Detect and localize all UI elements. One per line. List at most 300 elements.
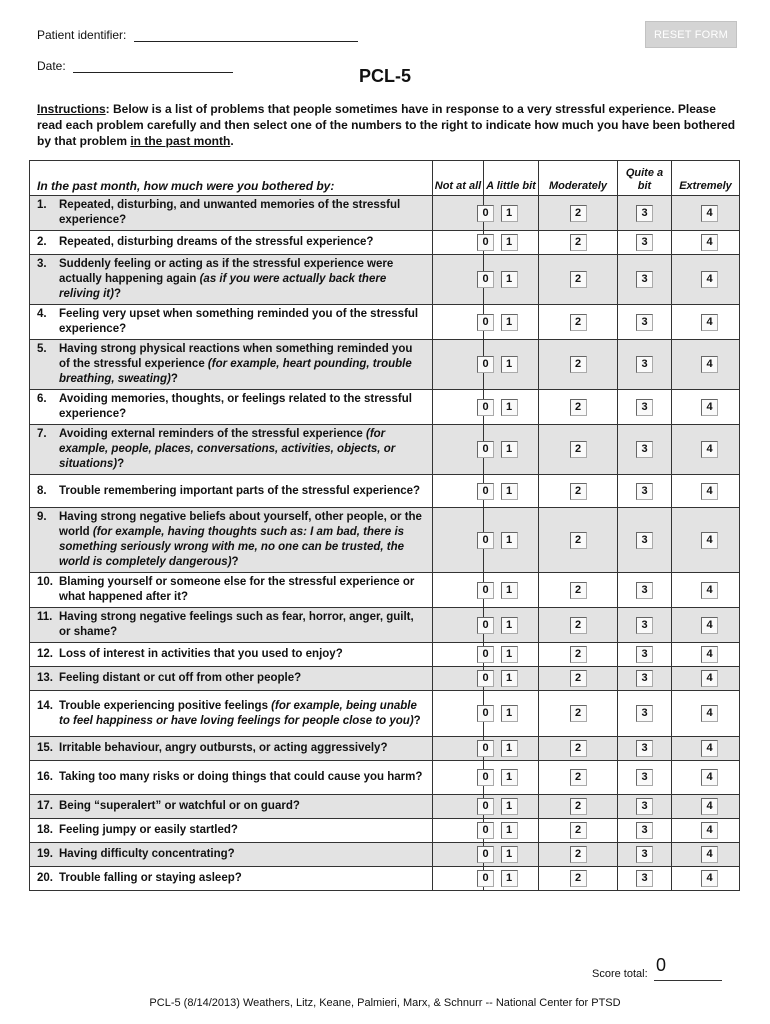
question-number: 17. bbox=[37, 800, 53, 812]
option-cell-extremely bbox=[672, 667, 740, 691]
option-box-not-at-all[interactable]: 0 bbox=[477, 314, 494, 331]
option-box-not-at-all[interactable]: 0 bbox=[477, 234, 494, 251]
option-cell-quite-a-bit bbox=[618, 761, 672, 795]
question-number: 10. bbox=[37, 576, 53, 588]
option-cell-extremely bbox=[672, 737, 740, 761]
option-box-extremely[interactable]: 4 bbox=[701, 870, 718, 887]
instructions-body: : Below is a list of problems that people sometimes have in response to a very stressful experience. Please read each problem carefully and then select one of the numbers to the right to indicate how much you have been bothered by that problem bbox=[37, 102, 736, 148]
option-box-moderately[interactable]: 2 bbox=[570, 769, 587, 786]
option-cell-extremely bbox=[672, 255, 740, 305]
option-cell-not-at-all bbox=[433, 255, 489, 305]
question-cell bbox=[30, 340, 433, 390]
table-row bbox=[30, 390, 740, 425]
option-box-a-little-bit[interactable]: 1 bbox=[501, 740, 518, 757]
option-box-quite-a-bit[interactable]: 3 bbox=[636, 205, 653, 222]
question-text bbox=[59, 699, 426, 729]
date-label: Date: bbox=[37, 59, 66, 73]
option-cell-not-at-all bbox=[433, 475, 489, 508]
option-box-quite-a-bit[interactable]: 3 bbox=[636, 399, 653, 416]
option-box-extremely[interactable]: 4 bbox=[701, 646, 718, 663]
option-box-extremely[interactable]: 4 bbox=[701, 234, 718, 251]
option-cell-moderately bbox=[539, 667, 618, 691]
table-row bbox=[30, 691, 740, 737]
option-box-not-at-all[interactable]: 0 bbox=[477, 399, 494, 416]
table-row bbox=[30, 667, 740, 691]
question-number: 3. bbox=[37, 258, 47, 270]
question-text bbox=[59, 198, 426, 228]
question-cell bbox=[30, 643, 433, 667]
option-cell-extremely bbox=[672, 475, 740, 508]
question-text bbox=[59, 510, 426, 570]
question-end-text: ? bbox=[170, 373, 178, 385]
option-cell-moderately bbox=[539, 643, 618, 667]
option-box-not-at-all[interactable]: 0 bbox=[477, 870, 494, 887]
option-cell-not-at-all bbox=[433, 737, 489, 761]
option-box-moderately[interactable]: 2 bbox=[570, 532, 587, 549]
question-example-text: (for example, people, places, conversations, activities, objects, or situations) bbox=[59, 428, 396, 470]
option-box-extremely[interactable]: 4 bbox=[701, 798, 718, 815]
option-box-quite-a-bit[interactable]: 3 bbox=[636, 740, 653, 757]
question-text bbox=[59, 847, 426, 862]
option-box-not-at-all[interactable]: 0 bbox=[477, 582, 494, 599]
option-cell-extremely bbox=[672, 340, 740, 390]
question-text bbox=[59, 575, 426, 605]
question-text bbox=[59, 871, 426, 886]
option-box-quite-a-bit[interactable]: 3 bbox=[636, 822, 653, 839]
question-cell bbox=[30, 475, 433, 508]
option-box-moderately[interactable]: 2 bbox=[570, 314, 587, 331]
option-box-a-little-bit[interactable]: 1 bbox=[501, 670, 518, 687]
option-box-a-little-bit[interactable]: 1 bbox=[501, 271, 518, 288]
question-number: 4. bbox=[37, 308, 47, 320]
question-main-text: Being “superalert” or watchful or on guard? bbox=[59, 800, 300, 812]
question-cell bbox=[30, 608, 433, 643]
question-cell bbox=[30, 305, 433, 340]
score-total-value: 0 bbox=[656, 955, 667, 975]
question-text bbox=[59, 235, 426, 250]
question-main-text: Feeling jumpy or easily startled? bbox=[59, 824, 238, 836]
question-number: 20. bbox=[37, 872, 53, 884]
option-box-a-little-bit[interactable]: 1 bbox=[501, 822, 518, 839]
table-row bbox=[30, 231, 740, 255]
option-box-moderately[interactable]: 2 bbox=[570, 205, 587, 222]
table-row bbox=[30, 761, 740, 795]
question-cell bbox=[30, 425, 433, 475]
question-number: 14. bbox=[37, 699, 53, 712]
option-box-quite-a-bit[interactable]: 3 bbox=[636, 646, 653, 663]
question-end-text: ? bbox=[117, 458, 125, 470]
option-cell-quite-a-bit bbox=[618, 508, 672, 573]
option-box-extremely[interactable]: 4 bbox=[701, 205, 718, 222]
option-cell-quite-a-bit bbox=[618, 425, 672, 475]
option-box-not-at-all[interactable]: 0 bbox=[477, 271, 494, 288]
option-box-quite-a-bit[interactable]: 3 bbox=[636, 532, 653, 549]
table-row bbox=[30, 643, 740, 667]
option-box-moderately[interactable]: 2 bbox=[570, 740, 587, 757]
question-cell bbox=[30, 867, 433, 891]
option-box-not-at-all[interactable]: 0 bbox=[477, 441, 494, 458]
option-box-extremely[interactable]: 4 bbox=[701, 399, 718, 416]
option-box-moderately[interactable]: 2 bbox=[570, 234, 587, 251]
option-cell-moderately bbox=[539, 196, 618, 231]
option-box-quite-a-bit[interactable]: 3 bbox=[636, 356, 653, 373]
table-row bbox=[30, 196, 740, 231]
option-cell-moderately bbox=[539, 573, 618, 608]
question-main-text: Trouble remembering important parts of the stressful experience? bbox=[59, 484, 421, 497]
option-box-extremely[interactable]: 4 bbox=[701, 740, 718, 757]
option-box-a-little-bit[interactable]: 1 bbox=[501, 532, 518, 549]
score-total-label: Score total: bbox=[592, 968, 648, 980]
option-box-a-little-bit[interactable]: 1 bbox=[501, 646, 518, 663]
option-cell-quite-a-bit bbox=[618, 608, 672, 643]
question-column-header: In the past month, how much were you bothered by: bbox=[30, 161, 433, 196]
option-box-not-at-all[interactable]: 0 bbox=[477, 356, 494, 373]
option-box-extremely[interactable]: 4 bbox=[701, 705, 718, 722]
option-box-quite-a-bit[interactable]: 3 bbox=[636, 870, 653, 887]
option-cell-quite-a-bit bbox=[618, 795, 672, 819]
table-row bbox=[30, 475, 740, 508]
column-header-moderately: Moderately bbox=[539, 161, 618, 196]
question-example-text: (for example, heart pounding, trouble breathing, sweating) bbox=[59, 358, 412, 385]
option-box-not-at-all[interactable]: 0 bbox=[477, 532, 494, 549]
question-cell bbox=[30, 795, 433, 819]
option-box-extremely[interactable]: 4 bbox=[701, 483, 718, 500]
option-cell-not-at-all bbox=[433, 795, 489, 819]
option-box-moderately[interactable]: 2 bbox=[570, 399, 587, 416]
question-cell bbox=[30, 691, 433, 737]
option-box-extremely[interactable]: 4 bbox=[701, 822, 718, 839]
question-cell bbox=[30, 390, 433, 425]
option-cell-moderately bbox=[539, 691, 618, 737]
option-box-quite-a-bit[interactable]: 3 bbox=[636, 271, 653, 288]
option-cell-quite-a-bit bbox=[618, 737, 672, 761]
table-row bbox=[30, 340, 740, 390]
question-number: 2. bbox=[37, 236, 47, 248]
table-row bbox=[30, 255, 740, 305]
question-number: 6. bbox=[37, 393, 47, 405]
question-end-text: ? bbox=[113, 288, 121, 300]
option-box-moderately[interactable]: 2 bbox=[570, 582, 587, 599]
option-cell-quite-a-bit bbox=[618, 340, 672, 390]
option-cell-not-at-all bbox=[433, 667, 489, 691]
question-cell bbox=[30, 819, 433, 843]
option-box-not-at-all[interactable]: 0 bbox=[477, 769, 494, 786]
table-header-row bbox=[30, 161, 740, 196]
footer-citation: PCL-5 (8/14/2013) Weathers, Litz, Keane, Palmieri, Marx, & Schnurr -- National Center for PTSD bbox=[149, 997, 621, 1009]
question-number: 16. bbox=[37, 771, 53, 783]
question-number: 9. bbox=[37, 511, 47, 523]
question-text bbox=[59, 610, 426, 640]
column-header-quite-a-bit: Quite a bit bbox=[618, 161, 672, 196]
question-cell bbox=[30, 843, 433, 867]
option-box-quite-a-bit[interactable]: 3 bbox=[636, 798, 653, 815]
question-text bbox=[59, 823, 426, 838]
option-box-extremely[interactable]: 4 bbox=[701, 532, 718, 549]
option-cell-moderately bbox=[539, 305, 618, 340]
instructions-text bbox=[37, 101, 737, 149]
question-number: 18. bbox=[37, 824, 53, 836]
table-row bbox=[30, 608, 740, 643]
option-box-moderately[interactable]: 2 bbox=[570, 483, 587, 500]
option-cell-moderately bbox=[539, 508, 618, 573]
question-number: 15. bbox=[37, 742, 53, 754]
option-cell-moderately bbox=[539, 340, 618, 390]
option-cell-quite-a-bit bbox=[618, 255, 672, 305]
option-box-quite-a-bit[interactable]: 3 bbox=[636, 441, 653, 458]
question-cell bbox=[30, 255, 433, 305]
option-cell-quite-a-bit bbox=[618, 667, 672, 691]
option-box-moderately[interactable]: 2 bbox=[570, 617, 587, 634]
table-row bbox=[30, 425, 740, 475]
option-box-moderately[interactable]: 2 bbox=[570, 846, 587, 863]
column-header-a-little-bit: A little bit bbox=[484, 161, 539, 196]
option-box-a-little-bit[interactable]: 1 bbox=[501, 205, 518, 222]
option-box-moderately[interactable]: 2 bbox=[570, 798, 587, 815]
option-cell-extremely bbox=[672, 196, 740, 231]
option-cell-extremely bbox=[672, 390, 740, 425]
question-main-text: Repeated, disturbing dreams of the stressful experience? bbox=[59, 236, 374, 248]
patient-identifier-input[interactable] bbox=[134, 30, 358, 42]
table-row bbox=[30, 867, 740, 891]
option-box-a-little-bit[interactable]: 1 bbox=[501, 314, 518, 331]
option-box-moderately[interactable]: 2 bbox=[570, 705, 587, 722]
reset-form-button[interactable]: RESET FORM bbox=[645, 21, 737, 48]
option-box-moderately[interactable]: 2 bbox=[570, 441, 587, 458]
option-box-quite-a-bit[interactable]: 3 bbox=[636, 617, 653, 634]
table-row bbox=[30, 737, 740, 761]
option-cell-not-at-all bbox=[433, 305, 489, 340]
question-main-text: Feeling very upset when something reminded you of the stressful experience? bbox=[59, 308, 419, 335]
option-box-moderately[interactable]: 2 bbox=[570, 271, 587, 288]
option-box-not-at-all[interactable]: 0 bbox=[477, 846, 494, 863]
option-cell-moderately bbox=[539, 867, 618, 891]
question-text bbox=[59, 392, 426, 422]
option-cell-not-at-all bbox=[433, 761, 489, 795]
option-cell-moderately bbox=[539, 255, 618, 305]
question-example-text: (as if you were actually back there reliving it) bbox=[59, 273, 387, 300]
option-cell-quite-a-bit bbox=[618, 231, 672, 255]
option-cell-moderately bbox=[539, 843, 618, 867]
option-box-extremely[interactable]: 4 bbox=[701, 617, 718, 634]
instructions-lead: Instructions bbox=[37, 102, 106, 116]
option-box-not-at-all[interactable]: 0 bbox=[477, 617, 494, 634]
option-box-moderately[interactable]: 2 bbox=[570, 822, 587, 839]
question-main-text: Loss of interest in activities that you used to enjoy? bbox=[59, 648, 343, 660]
option-cell-moderately bbox=[539, 819, 618, 843]
option-cell-extremely bbox=[672, 425, 740, 475]
option-box-extremely[interactable]: 4 bbox=[701, 356, 718, 373]
option-box-a-little-bit[interactable]: 1 bbox=[501, 441, 518, 458]
option-box-not-at-all[interactable]: 0 bbox=[477, 798, 494, 815]
option-cell-moderately bbox=[539, 608, 618, 643]
option-cell-quite-a-bit bbox=[618, 196, 672, 231]
option-box-quite-a-bit[interactable]: 3 bbox=[636, 670, 653, 687]
option-cell-quite-a-bit bbox=[618, 305, 672, 340]
option-box-extremely[interactable]: 4 bbox=[701, 670, 718, 687]
option-cell-extremely bbox=[672, 608, 740, 643]
option-box-quite-a-bit[interactable]: 3 bbox=[636, 234, 653, 251]
question-end-text: ? bbox=[231, 556, 239, 568]
question-main-text: Blaming yourself or someone else for the stressful experience or what happened after it? bbox=[59, 576, 415, 603]
option-cell-extremely bbox=[672, 508, 740, 573]
question-number: 1. bbox=[37, 199, 47, 211]
option-cell-quite-a-bit bbox=[618, 475, 672, 508]
option-cell-not-at-all bbox=[433, 231, 489, 255]
option-box-not-at-all[interactable]: 0 bbox=[477, 483, 494, 500]
option-cell-extremely bbox=[672, 795, 740, 819]
option-cell-extremely bbox=[672, 761, 740, 795]
question-main-text: Taking too many risks or doing things that could cause you harm? bbox=[59, 771, 423, 783]
option-cell-moderately bbox=[539, 390, 618, 425]
question-number: 19. bbox=[37, 848, 53, 860]
option-box-a-little-bit[interactable]: 1 bbox=[501, 356, 518, 373]
option-cell-not-at-all bbox=[433, 425, 489, 475]
option-box-a-little-bit[interactable]: 1 bbox=[501, 846, 518, 863]
option-box-extremely[interactable]: 4 bbox=[701, 271, 718, 288]
question-main-text: Avoiding external reminders of the stressful experience bbox=[59, 428, 366, 440]
option-cell-not-at-all bbox=[433, 573, 489, 608]
option-box-quite-a-bit[interactable]: 3 bbox=[636, 582, 653, 599]
question-main-text: Irritable behaviour, angry outbursts, or acting aggressively? bbox=[59, 742, 388, 754]
option-box-extremely[interactable]: 4 bbox=[701, 582, 718, 599]
option-cell-quite-a-bit bbox=[618, 843, 672, 867]
question-main-text: Repeated, disturbing, and unwanted memories of the stressful experience? bbox=[59, 199, 401, 226]
option-box-quite-a-bit[interactable]: 3 bbox=[636, 705, 653, 722]
option-cell-not-at-all bbox=[433, 508, 489, 573]
question-main-text: Trouble experiencing positive feelings bbox=[59, 699, 272, 712]
option-box-a-little-bit[interactable]: 1 bbox=[501, 870, 518, 887]
option-cell-not-at-all bbox=[433, 196, 489, 231]
question-main-text: Having strong physical reactions when something reminded you of the stressful experience bbox=[59, 343, 413, 370]
question-number: 11. bbox=[37, 611, 53, 623]
option-box-a-little-bit[interactable]: 1 bbox=[501, 234, 518, 251]
question-text bbox=[59, 671, 426, 686]
option-box-a-little-bit[interactable]: 1 bbox=[501, 798, 518, 815]
question-number: 7. bbox=[37, 428, 47, 440]
score-total-line bbox=[654, 980, 722, 981]
option-cell-extremely bbox=[672, 843, 740, 867]
option-box-not-at-all[interactable]: 0 bbox=[477, 705, 494, 722]
option-cell-moderately bbox=[539, 475, 618, 508]
question-main-text: Trouble falling or staying asleep? bbox=[59, 872, 242, 884]
question-text bbox=[59, 307, 426, 337]
question-cell bbox=[30, 508, 433, 573]
question-text bbox=[59, 427, 426, 472]
option-cell-not-at-all bbox=[433, 819, 489, 843]
option-cell-not-at-all bbox=[433, 643, 489, 667]
option-cell-not-at-all bbox=[433, 340, 489, 390]
question-text bbox=[59, 799, 426, 814]
option-cell-extremely bbox=[672, 867, 740, 891]
form-title: PCL-5 bbox=[358, 66, 411, 86]
table-row bbox=[30, 843, 740, 867]
option-box-extremely[interactable]: 4 bbox=[701, 441, 718, 458]
question-example-text: (for example, being unable to feel happiness or have loving feelings for people close to you) bbox=[59, 699, 417, 727]
option-cell-moderately bbox=[539, 231, 618, 255]
option-cell-quite-a-bit bbox=[618, 691, 672, 737]
option-box-a-little-bit[interactable]: 1 bbox=[501, 705, 518, 722]
option-cell-quite-a-bit bbox=[618, 390, 672, 425]
question-main-text: Having strong negative feelings such as fear, horror, anger, guilt, or shame? bbox=[59, 611, 414, 638]
option-box-quite-a-bit[interactable]: 3 bbox=[636, 769, 653, 786]
option-cell-extremely bbox=[672, 819, 740, 843]
pcl-table bbox=[29, 160, 740, 891]
option-box-moderately[interactable]: 2 bbox=[570, 670, 587, 687]
option-cell-quite-a-bit bbox=[618, 819, 672, 843]
option-box-extremely[interactable]: 4 bbox=[701, 314, 718, 331]
option-box-quite-a-bit[interactable]: 3 bbox=[636, 483, 653, 500]
column-header-extremely: Extremely bbox=[672, 161, 740, 196]
option-cell-not-at-all bbox=[433, 608, 489, 643]
option-cell-moderately bbox=[539, 795, 618, 819]
option-box-quite-a-bit[interactable]: 3 bbox=[636, 846, 653, 863]
option-box-not-at-all[interactable]: 0 bbox=[477, 822, 494, 839]
question-number: 5. bbox=[37, 343, 47, 355]
option-box-a-little-bit[interactable]: 1 bbox=[501, 582, 518, 599]
option-box-a-little-bit[interactable]: 1 bbox=[501, 769, 518, 786]
patient-identifier-field bbox=[37, 28, 358, 42]
table-row bbox=[30, 819, 740, 843]
option-cell-extremely bbox=[672, 573, 740, 608]
option-cell-extremely bbox=[672, 305, 740, 340]
option-box-moderately[interactable]: 2 bbox=[570, 646, 587, 663]
question-text bbox=[59, 741, 426, 756]
option-box-extremely[interactable]: 4 bbox=[701, 769, 718, 786]
table-row bbox=[30, 573, 740, 608]
option-box-not-at-all[interactable]: 0 bbox=[477, 646, 494, 663]
option-cell-not-at-all bbox=[433, 843, 489, 867]
question-end-text: ? bbox=[413, 714, 421, 727]
option-box-extremely[interactable]: 4 bbox=[701, 846, 718, 863]
question-text bbox=[59, 342, 426, 387]
question-cell bbox=[30, 573, 433, 608]
table-row bbox=[30, 795, 740, 819]
option-box-a-little-bit[interactable]: 1 bbox=[501, 617, 518, 634]
question-main-text: Suddenly feeling or acting as if the stressful experience were actually happening again bbox=[59, 258, 394, 285]
option-box-quite-a-bit[interactable]: 3 bbox=[636, 314, 653, 331]
question-main-text: Having strong negative beliefs about yourself, other people, or the world bbox=[59, 511, 422, 538]
table-row bbox=[30, 305, 740, 340]
option-box-a-little-bit[interactable]: 1 bbox=[501, 399, 518, 416]
option-box-moderately[interactable]: 2 bbox=[570, 870, 587, 887]
option-cell-not-at-all bbox=[433, 867, 489, 891]
option-cell-quite-a-bit bbox=[618, 573, 672, 608]
question-number: 8. bbox=[37, 484, 47, 497]
option-cell-extremely bbox=[672, 231, 740, 255]
question-main-text: Having difficulty concentrating? bbox=[59, 848, 235, 860]
question-main-text: Avoiding memories, thoughts, or feelings related to the stressful experience? bbox=[59, 393, 412, 420]
question-cell bbox=[30, 231, 433, 255]
option-cell-extremely bbox=[672, 643, 740, 667]
table-row bbox=[30, 508, 740, 573]
patient-identifier-label: Patient identifier: bbox=[37, 28, 127, 42]
question-cell bbox=[30, 196, 433, 231]
instructions-emphasis: in the past month bbox=[130, 134, 231, 148]
option-box-not-at-all[interactable]: 0 bbox=[477, 740, 494, 757]
column-header-not-at-all: Not at all bbox=[433, 161, 484, 196]
question-main-text: Feeling distant or cut off from other people? bbox=[59, 672, 302, 684]
instructions-end: . bbox=[230, 134, 234, 148]
option-cell-quite-a-bit bbox=[618, 643, 672, 667]
question-text bbox=[59, 257, 426, 302]
question-cell bbox=[30, 667, 433, 691]
option-cell-not-at-all bbox=[433, 390, 489, 425]
option-box-not-at-all[interactable]: 0 bbox=[477, 205, 494, 222]
option-box-not-at-all[interactable]: 0 bbox=[477, 670, 494, 687]
option-box-a-little-bit[interactable]: 1 bbox=[501, 483, 518, 500]
question-example-text: (for example, having thoughts such as: I am bad, there is something seriously wrong with me, no one can be trusted, the world is completely dangerous) bbox=[59, 526, 405, 568]
option-box-moderately[interactable]: 2 bbox=[570, 356, 587, 373]
